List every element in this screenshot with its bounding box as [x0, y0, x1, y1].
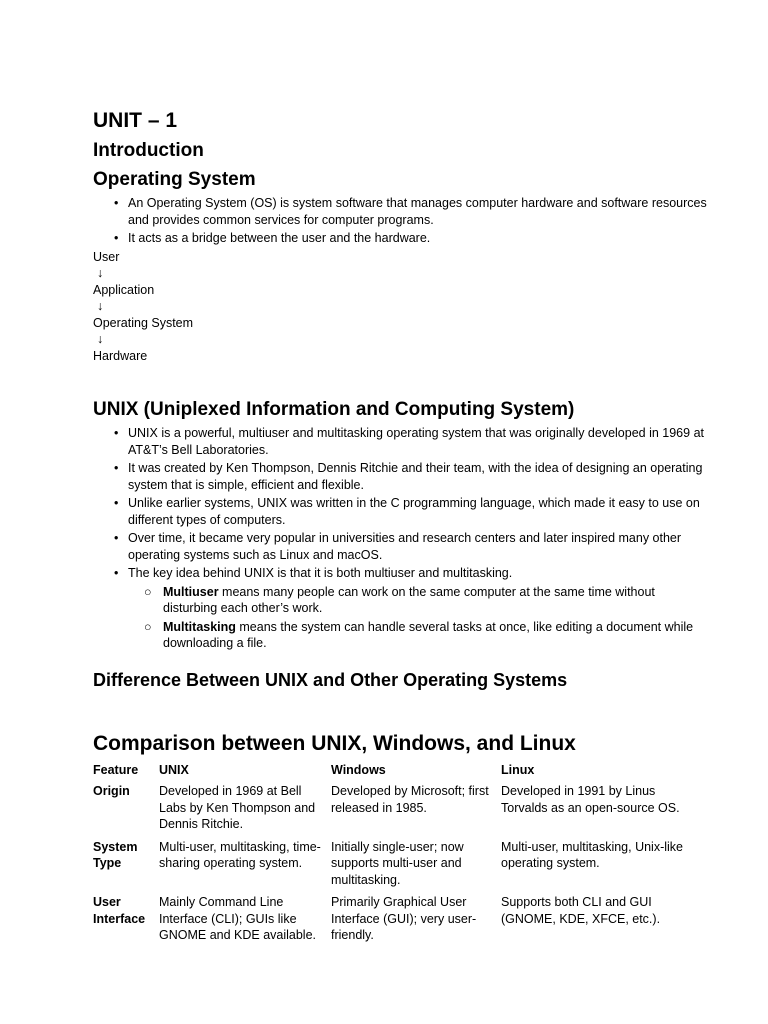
sub-list-item-multitasking — [144, 619, 708, 652]
arrow-down-icon: ↓ — [97, 332, 104, 346]
table-cell: Developed by Microsoft; first released in 1985. — [331, 784, 489, 815]
column-header: Feature — [93, 762, 139, 777]
column-header: UNIX — [159, 762, 189, 777]
os-bullet-list — [93, 195, 708, 247]
table-cell: Mainly Command Line Interface (CLI); GUIs like GNOME and KDE available. — [159, 895, 317, 942]
sub-list-item-multiuser — [144, 584, 708, 617]
flow-item-user: User — [93, 249, 120, 264]
table-cell: Primarily Graphical User Interface (GUI); very user-friendly. — [331, 895, 477, 942]
column-header: Windows — [331, 762, 386, 777]
list-item — [128, 565, 708, 652]
hollow-circle-icon: ○ — [144, 584, 152, 599]
list-item: • It acts as a bridge between the user and the hardware. — [128, 230, 708, 247]
table-row — [93, 839, 693, 895]
comparison-table — [93, 762, 693, 950]
table-cell: Multi-user, multitasking, time-sharing operating system. — [159, 839, 321, 870]
term-multiuser: Multiuser — [163, 584, 219, 599]
list-item: • UNIX is a powerful, multiuser and multitasking operating system that was originally developed in 1969 at AT&T’s Bell Laboratories. — [128, 425, 708, 458]
table-cell: Developed in 1969 at Bell Labs by Ken Thompson and Dennis Ritchie. — [159, 784, 316, 831]
table-cell: Origin — [93, 784, 130, 798]
unix-bullet-list — [93, 425, 708, 652]
comparison-heading: Comparison between UNIX, Windows, and Linux — [93, 731, 576, 755]
list-item: • Over time, it became very popular in universities and research centers and later inspired many other operating systems such as Linux and macOS. — [128, 530, 708, 563]
unix-sub-list — [128, 584, 708, 652]
table-cell: Developed in 1991 by Linus Torvalds as an open-source OS. — [501, 784, 680, 815]
arrow-down-icon: ↓ — [97, 266, 104, 280]
list-item-text: The key idea behind UNIX is that it is both multiuser and multitasking. — [128, 566, 513, 580]
unix-heading: UNIX (Uniplexed Information and Computing System) — [93, 399, 575, 420]
flow-item-application: Application — [93, 282, 155, 297]
list-item: • An Operating System (OS) is system software that manages computer hardware and software resources and provides common services for computer programs. — [128, 195, 708, 228]
table-cell: User Interface — [93, 895, 146, 926]
os-heading: Operating System — [93, 169, 256, 190]
list-item: • It was created by Ken Thompson, Dennis Ritchie and their team, with the idea of designing an operating system that is simple, efficient and flexible. — [128, 460, 708, 493]
arrow-down-icon: ↓ — [97, 299, 104, 313]
table-cell: Multi-user, multitasking, Unix-like operating system. — [501, 839, 683, 870]
flow-item-hardware: Hardware — [93, 348, 148, 363]
column-header: Linux — [501, 762, 535, 777]
hollow-circle-icon: ○ — [144, 619, 152, 634]
term-definition: means the system can handle several tasks at once, like editing a document while downloading a file. — [163, 619, 694, 650]
unit-title: UNIT – 1 — [93, 109, 178, 132]
layer-flow — [93, 249, 708, 365]
table-cell: System Type — [93, 839, 138, 870]
table-cell: Initially single-user; now supports multi-user and multitasking. — [331, 839, 464, 887]
table-header-row — [93, 762, 693, 784]
table-row — [93, 783, 693, 839]
list-item: • Unlike earlier systems, UNIX was written in the C programming language, which made it easy to use on different types of computers. — [128, 495, 708, 528]
table-cell: Supports both CLI and GUI (GNOME, KDE, XFCE, etc.). — [501, 895, 661, 926]
difference-heading: Difference Between UNIX and Other Operating Systems — [93, 669, 568, 690]
flow-item-operating-system: Operating System — [93, 315, 194, 330]
intro-heading: Introduction — [93, 140, 204, 161]
term-definition: means many people can work on the same computer at the same time without disturbing each other’s work. — [163, 584, 655, 615]
term-multitasking: Multitasking — [163, 619, 236, 634]
table-row — [93, 894, 693, 950]
